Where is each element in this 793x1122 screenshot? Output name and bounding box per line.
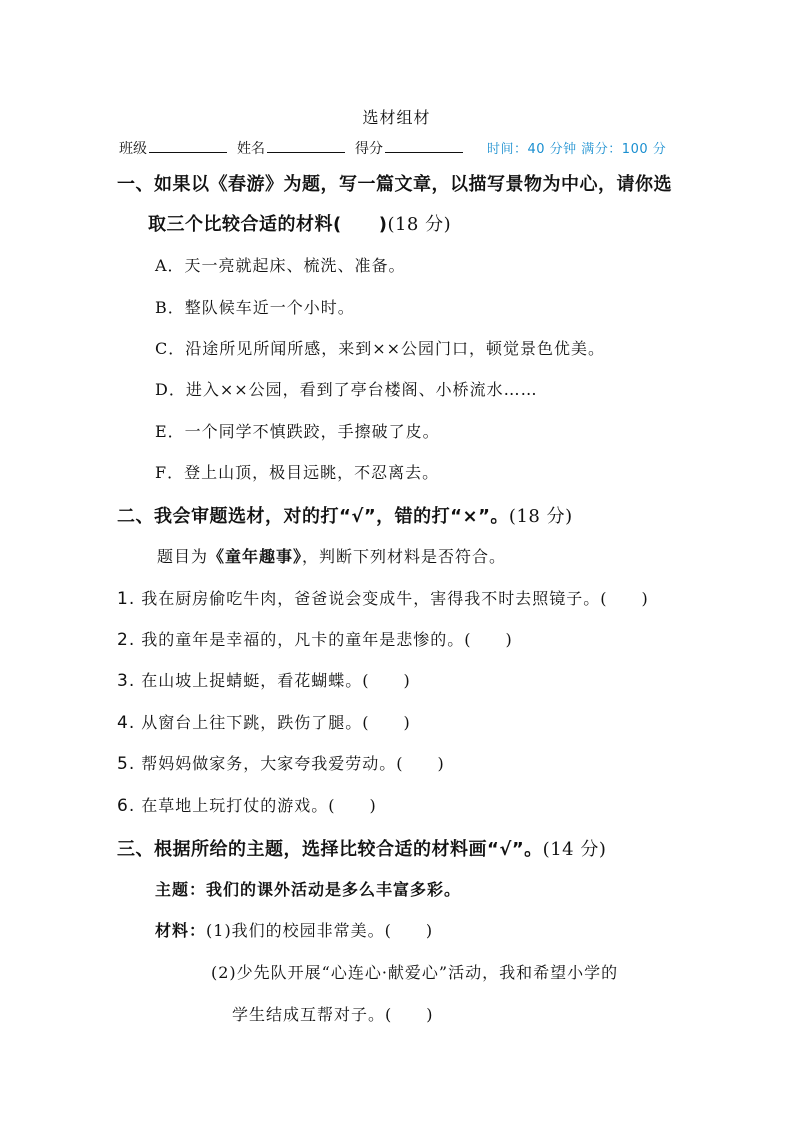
material-2-line1: (2)少先队开展“心连心·献爱心”活动，我和希望小学的	[211, 963, 619, 982]
option-b: B．整队候车近一个小时。	[155, 298, 355, 317]
class-blank[interactable]	[149, 138, 227, 153]
name-label: 姓名	[237, 141, 265, 157]
section3-theme: 主题：我们的课外活动是多么丰富多彩。	[155, 880, 462, 899]
item-2	[117, 627, 513, 650]
material-label: 材料：	[155, 921, 207, 940]
item-number: 3.	[117, 671, 136, 691]
option-c: C．沿途所见所闻所感，来到××公园门口，顿觉景色优美。	[155, 339, 606, 358]
section3-heading	[117, 835, 606, 861]
intro-suffix: ，判断下列材料是否符合。	[302, 547, 507, 566]
item-number: 4.	[117, 713, 136, 733]
section3-heading-text: 三、根据所给的主题，选择比较合适的材料画“√”。	[117, 839, 543, 860]
student-info-row	[119, 138, 666, 158]
page-title: 选材组材	[362, 108, 431, 127]
material-2-line2: 学生结成互帮对子。( )	[232, 1005, 434, 1024]
section2-heading-text: 二、我会审题选材，对的打“√”，错的打“×”。	[117, 506, 509, 527]
section2-points: (18 分)	[508, 506, 573, 527]
section1-heading-line1: 一、如果以《春游》为题，写一篇文章，以描写景物为中心，请你选	[117, 174, 672, 195]
option-d: D．进入××公园，看到了亭台楼阁、小桥流水……	[155, 380, 538, 399]
section1-points: (18 分)	[387, 214, 452, 235]
item-text: 从窗台上往下跳，跌伤了腿。( )	[141, 713, 411, 732]
item-text: 在草地上玩打仗的游戏。( )	[141, 796, 377, 815]
item-text: 在山坡上捉蜻蜓，看花蝴蝶。( )	[141, 671, 411, 690]
option-a: A．天一亮就起床、梳洗、准备。	[155, 256, 406, 275]
section1-question: 取三个比较合适的材料( )	[148, 214, 388, 235]
item-6	[117, 793, 377, 816]
intro-title: 《童年趣事》	[208, 547, 303, 566]
item-3	[117, 668, 411, 691]
intro-prefix: 题目为	[157, 547, 209, 566]
item-text: 我在厨房偷吃牛肉，爸爸说会变成牛，害得我不时去照镜子。( )	[141, 589, 649, 608]
material-1-row	[155, 918, 433, 941]
option-e: E．一个同学不慎跌跤，手擦破了皮。	[155, 422, 440, 441]
section3-points: (14 分)	[542, 839, 607, 860]
material-1: (1)我们的校园非常美。( )	[206, 921, 434, 940]
item-text: 帮妈妈做家务，大家夸我爱劳动。( )	[141, 754, 445, 773]
class-label: 班级	[119, 141, 147, 157]
score-label: 得分	[355, 141, 383, 157]
item-number: 5.	[117, 754, 136, 774]
item-1	[117, 586, 649, 609]
section2-intro	[157, 544, 506, 567]
option-f: F．登上山顶，极目远眺，不忍离去。	[155, 463, 440, 482]
item-5	[117, 751, 445, 774]
item-number: 1.	[117, 589, 136, 609]
name-blank[interactable]	[267, 138, 345, 153]
time-score-info: 时间：40 分钟 满分：100 分	[487, 142, 667, 157]
item-text: 我的童年是幸福的，凡卡的童年是悲惨的。( )	[141, 630, 513, 649]
section1-heading-line2	[148, 210, 451, 236]
item-4	[117, 710, 411, 733]
item-number: 6.	[117, 796, 136, 816]
score-blank[interactable]	[385, 138, 463, 153]
item-number: 2.	[117, 630, 136, 650]
section2-heading	[117, 502, 573, 528]
